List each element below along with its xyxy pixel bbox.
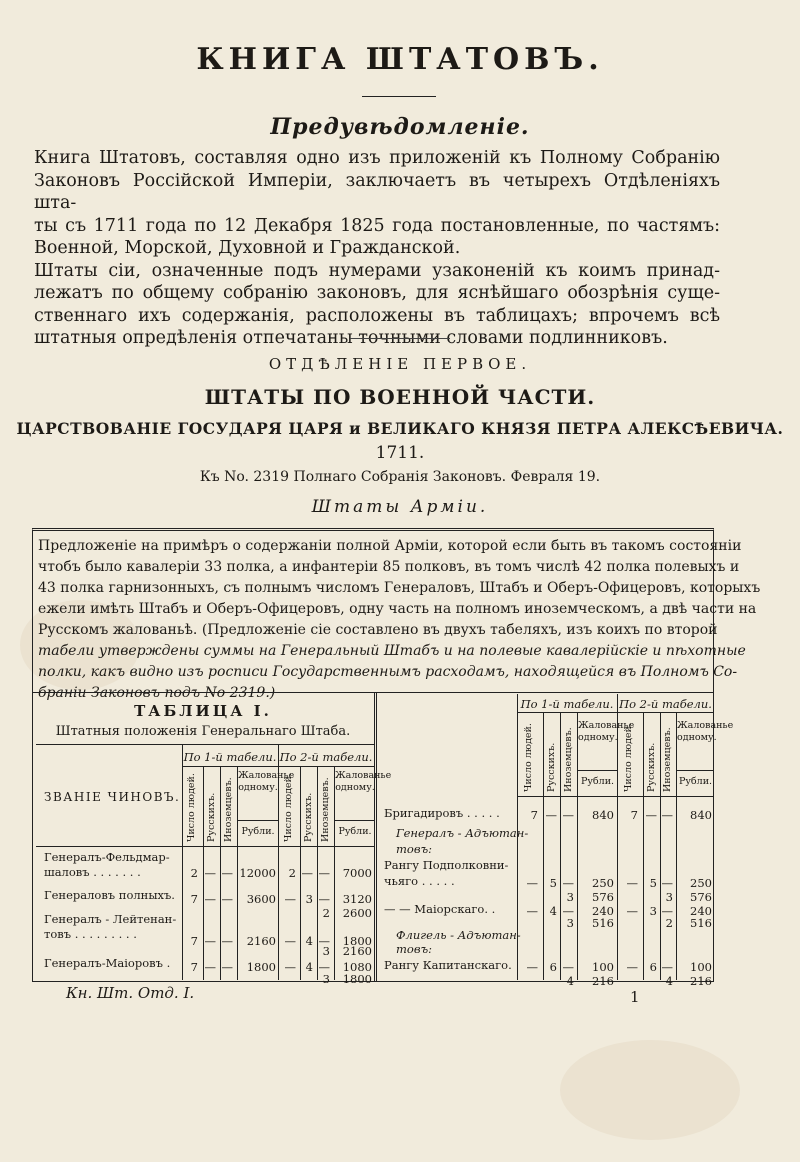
salary-column-header: Жалованье одному. — [238, 770, 295, 793]
russian-column-header: Русскихъ. — [303, 792, 314, 842]
text-line: ственнаго ихъ содержанія, расположены въ таблицахъ; впрочемъ всѣ — [34, 305, 720, 326]
table-cell: — — [526, 960, 538, 974]
book-title: КНИГА ШТАТОВЪ. — [196, 42, 604, 77]
table-cell: 3 — [305, 892, 313, 906]
tabel-1-header: По 1-й табели. — [183, 750, 277, 764]
table-cell: — — [545, 808, 557, 822]
text-line: Русскомъ жалованьѣ. (Предложеніе сіе составлено въ двухъ табеляхъ, изъ коихъ по второй — [38, 622, 718, 638]
count-column-header: Число людей. — [186, 773, 197, 842]
text-line: Штаты сіи, означенные подъ нумерами узаконеній къ коимъ принад- — [34, 260, 720, 281]
table-cell: — — [661, 808, 673, 822]
table-cell: 7 — [190, 934, 198, 948]
table-subtitle: Штатныя положенія Генеральнаго Штаба. — [55, 724, 351, 739]
table-cell: — — [661, 904, 673, 918]
table-rule — [36, 744, 374, 745]
table-cell: — — [284, 892, 296, 906]
paper-stain — [560, 1040, 740, 1140]
rank-cell: — — Маіорскаго. . — [384, 902, 496, 916]
section-heading: ШТАТЫ ПО ВОЕННОЙ ЧАСТИ. — [204, 385, 596, 409]
table-cell: 240 — [690, 904, 712, 918]
table-cell: — — [318, 934, 330, 948]
table-rule — [334, 766, 335, 980]
table-title: ТАБЛИЦА I. — [134, 702, 272, 720]
table-cell: 3 — [665, 890, 673, 904]
text-line: Законовъ Россійской Имперіи, заключаетъ въ четырехъ Отдѣленіяхъ шта- — [34, 170, 720, 213]
text-line: полки, какъ видно изъ росписи Государственнымъ расходамъ, находящейся въ Полномъ Со- — [38, 664, 738, 680]
text-line: 43 полка гарнизонныхъ, съ полнымъ числомъ Генераловъ, Штабъ и Оберъ-Офицеровъ, которыхъ — [38, 580, 761, 596]
table-cell: — — [626, 876, 638, 890]
text-line: табели утверждены суммы на Генеральный Штабъ и на полевые кавалерійскіе и пѣхотные — [38, 643, 746, 659]
table-cell: — — [562, 904, 574, 918]
text-line: Военной, Морской, Духовной и Гражданской. — [34, 238, 461, 258]
table-rule — [577, 770, 617, 771]
table-cell: 100 — [690, 960, 712, 974]
law-reference: Къ No. 2319 Полнаго Собранія Законовъ. Февраля 19. — [199, 469, 601, 485]
rubles-column-header: Рубли. — [241, 826, 275, 837]
table-cell: 216 — [592, 974, 614, 988]
text-line: Предложеніе на примѣръ о содержаніи полной Арміи, которой если быть въ такомъ состояніи — [38, 538, 742, 554]
table-cell: 576 — [690, 890, 712, 904]
table-cell: 6 — [549, 960, 557, 974]
table-divider — [32, 692, 714, 693]
section-rule — [350, 338, 450, 339]
table-cell: — — [221, 892, 233, 906]
table-cell: 5 — [549, 876, 557, 890]
table-cell: 7 — [630, 808, 638, 822]
table-cell: 3120 — [342, 892, 372, 906]
rank-cell: Флигель - Адъютан- — [396, 928, 521, 942]
table-cell: — — [204, 934, 216, 948]
preface-paragraph-1 — [34, 147, 720, 260]
table-cell: 3 — [322, 972, 330, 986]
count-column-header: Число людей. — [623, 723, 634, 792]
table-cell: — — [645, 808, 657, 822]
table-cell: — — [318, 866, 330, 880]
table-cell: 4 — [665, 974, 673, 988]
table-cell: 2600 — [342, 906, 372, 920]
table-cell: — — [318, 892, 330, 906]
table-cell: 4 — [305, 960, 313, 974]
rank-cell: Бригадировъ . . . . . — [384, 806, 500, 820]
table-cell: 7 — [530, 808, 538, 822]
foreign-column-header: Иноземцевъ. — [223, 777, 234, 842]
table-rule — [577, 712, 578, 980]
table-cell: — — [284, 934, 296, 948]
table-cell: 2160 — [246, 934, 276, 948]
tabel-2-header: По 2-й табели. — [619, 697, 712, 711]
table-cell: 7 — [190, 960, 198, 974]
table-cell: 1080 — [342, 960, 372, 974]
tabel-1-header: По 1-й табели. — [520, 697, 614, 711]
salary-column-header: Жалованье одному. — [578, 720, 635, 743]
table-cell: — — [661, 876, 673, 890]
table-rule — [676, 770, 714, 771]
rank-cell: чьяго . . . . . — [384, 874, 455, 888]
foreign-column-header: Иноземцевъ. — [320, 777, 331, 842]
table-rule — [517, 796, 714, 797]
rubles-column-header: Рубли. — [678, 776, 713, 787]
table-cell: — — [661, 960, 673, 974]
table-cell: 1800 — [246, 960, 276, 974]
salary-column-header: Жалованье одному. — [677, 720, 734, 743]
table-cell: — — [626, 904, 638, 918]
table-cell: — — [526, 876, 538, 890]
rank-cell: Генералъ - Адъютан- — [396, 826, 529, 840]
table-cell: 840 — [690, 808, 712, 822]
preface-text — [34, 147, 720, 350]
rank-cell: Генералъ-Маіоровъ . — [44, 956, 171, 970]
page-number: 1 — [630, 988, 640, 1006]
reign-heading: ЦАРСТВОВАНІЕ ГОСУДАРЯ ЦАРЯ и ВЕЛИКАГО КНЯЗЯ ПЕТРА АЛЕКСѢЕВИЧА. — [16, 419, 784, 438]
table-cell: 3 — [566, 890, 574, 904]
foreign-column-header: Иноземцевъ. — [563, 727, 574, 792]
table-cell: — — [204, 866, 216, 880]
table-cell: — — [626, 960, 638, 974]
table-rule — [543, 712, 544, 980]
department-heading: ОТДѢЛЕНІЕ ПЕРВОЕ. — [268, 355, 532, 373]
table-rule — [643, 712, 644, 980]
table-cell: 3 — [649, 904, 657, 918]
table-cell: 576 — [592, 890, 614, 904]
table-cell: — — [562, 876, 574, 890]
table-cell: 7000 — [342, 866, 372, 880]
table-cell: 12000 — [239, 866, 276, 880]
table-cell: 3 — [322, 944, 330, 958]
table-rule — [237, 820, 278, 821]
table-cell: — — [204, 892, 216, 906]
rank-cell: Генералъ-Фельдмар- шаловъ . . . . . . . — [44, 850, 170, 879]
table-cell: 6 — [649, 960, 657, 974]
table-cell: 250 — [690, 876, 712, 890]
text-line: лежатъ по общему собранію законовъ, для яснѣйшаго обозрѣнія суще- — [34, 283, 720, 303]
table-cell: 5 — [649, 876, 657, 890]
table-cell: 240 — [592, 904, 614, 918]
table-cell: 216 — [690, 974, 712, 988]
text-line: Книга Штатовъ, составляя одно изъ приложеній къ Полному Собранію — [34, 148, 720, 168]
table-cell: — — [562, 960, 574, 974]
table-cell: — — [318, 960, 330, 974]
table-cell: — — [204, 960, 216, 974]
rank-cell: товъ: — [396, 942, 433, 956]
table-cell: 250 — [592, 876, 614, 890]
table-cell: 2160 — [342, 944, 372, 958]
rubles-column-header: Рубли. — [580, 776, 615, 787]
table-cell: 2 — [190, 866, 198, 880]
rank-cell: Рангу Капитанскаго. — [384, 958, 512, 972]
table-cell: 840 — [592, 808, 614, 822]
table-rule — [676, 712, 677, 980]
table-cell: 2 — [322, 906, 330, 920]
count-column-header: Число людей. — [283, 773, 294, 842]
table-cell: 516 — [592, 916, 614, 930]
army-heading: Штаты Арміи. — [311, 497, 489, 517]
table-rule — [182, 744, 183, 980]
table-rule — [660, 712, 661, 980]
tabel-2-header: По 2-й табели. — [279, 750, 373, 764]
table-cell: 100 — [592, 960, 614, 974]
year-heading: 1711. — [375, 443, 425, 463]
russian-column-header: Русскихъ. — [206, 792, 217, 842]
text-line: ежели имѣть Штабъ и Оберъ-Офицеровъ, одну часть на полномъ иноземческомъ, а двѣ части на — [38, 601, 757, 617]
rank-cell: Генералъ - Лейтенан- товъ . . . . . . . . . — [44, 912, 177, 941]
text-line: браніи Законовъ подъ No 2319.) — [38, 685, 276, 701]
table-cell: 1800 — [342, 934, 372, 948]
table-cell: 7 — [190, 892, 198, 906]
rank-cell: Генераловъ полныхъ. — [44, 888, 175, 902]
table-cell: 1800 — [342, 972, 372, 986]
text-line: ты съ 1711 года по 12 Декабря 1825 года постановленные, по частямъ: — [34, 215, 720, 236]
table-cell: 516 — [690, 916, 712, 930]
table-cell: — — [221, 866, 233, 880]
rank-cell: товъ: — [396, 842, 433, 856]
rank-cell: Рангу Подполковни- — [384, 858, 509, 872]
salary-column-header: Жалованье одному. — [335, 770, 392, 793]
table-rule — [560, 712, 561, 980]
table-cell: — — [221, 960, 233, 974]
russian-column-header: Русскихъ. — [646, 742, 657, 792]
table-cell: 3 — [566, 916, 574, 930]
russian-column-header: Русскихъ. — [546, 742, 557, 792]
table-rule — [36, 846, 374, 847]
table-rule — [237, 766, 238, 980]
foreign-column-header: Иноземцевъ. — [662, 727, 673, 792]
table-cell: 4 — [305, 934, 313, 948]
table-cell: 2 — [665, 916, 673, 930]
table-cell: — — [562, 808, 574, 822]
table-rule — [517, 712, 714, 713]
table-rule — [334, 820, 374, 821]
table-cell: 4 — [549, 904, 557, 918]
rubles-column-header: Рубли. — [338, 826, 372, 837]
text-line: штатныя опредѣленія отпечатаны точными словами подлинниковъ. — [34, 328, 668, 348]
table-cell: — — [301, 866, 313, 880]
preface-title: Предувѣдомленіе. — [270, 114, 530, 140]
table-cell: — — [284, 960, 296, 974]
table-cell: 2 — [288, 866, 296, 880]
rank-column-header: ЗВАНІЕ ЧИНОВЪ. — [44, 790, 181, 804]
text-line: чтобъ было кавалеріи 33 полка, а инфантеріи 85 полковъ, въ томъ числѣ 42 полка полевыхъ и — [38, 559, 740, 575]
preface-paragraph-2 — [34, 260, 720, 350]
table-cell: 4 — [566, 974, 574, 988]
table-cell: 3600 — [246, 892, 276, 906]
table-cell: — — [526, 904, 538, 918]
table-cell: — — [221, 934, 233, 948]
title-rule — [362, 96, 436, 97]
signature-mark: Кн. Шт. Отд. I. — [66, 984, 195, 1002]
count-column-header: Число людей. — [523, 723, 534, 792]
